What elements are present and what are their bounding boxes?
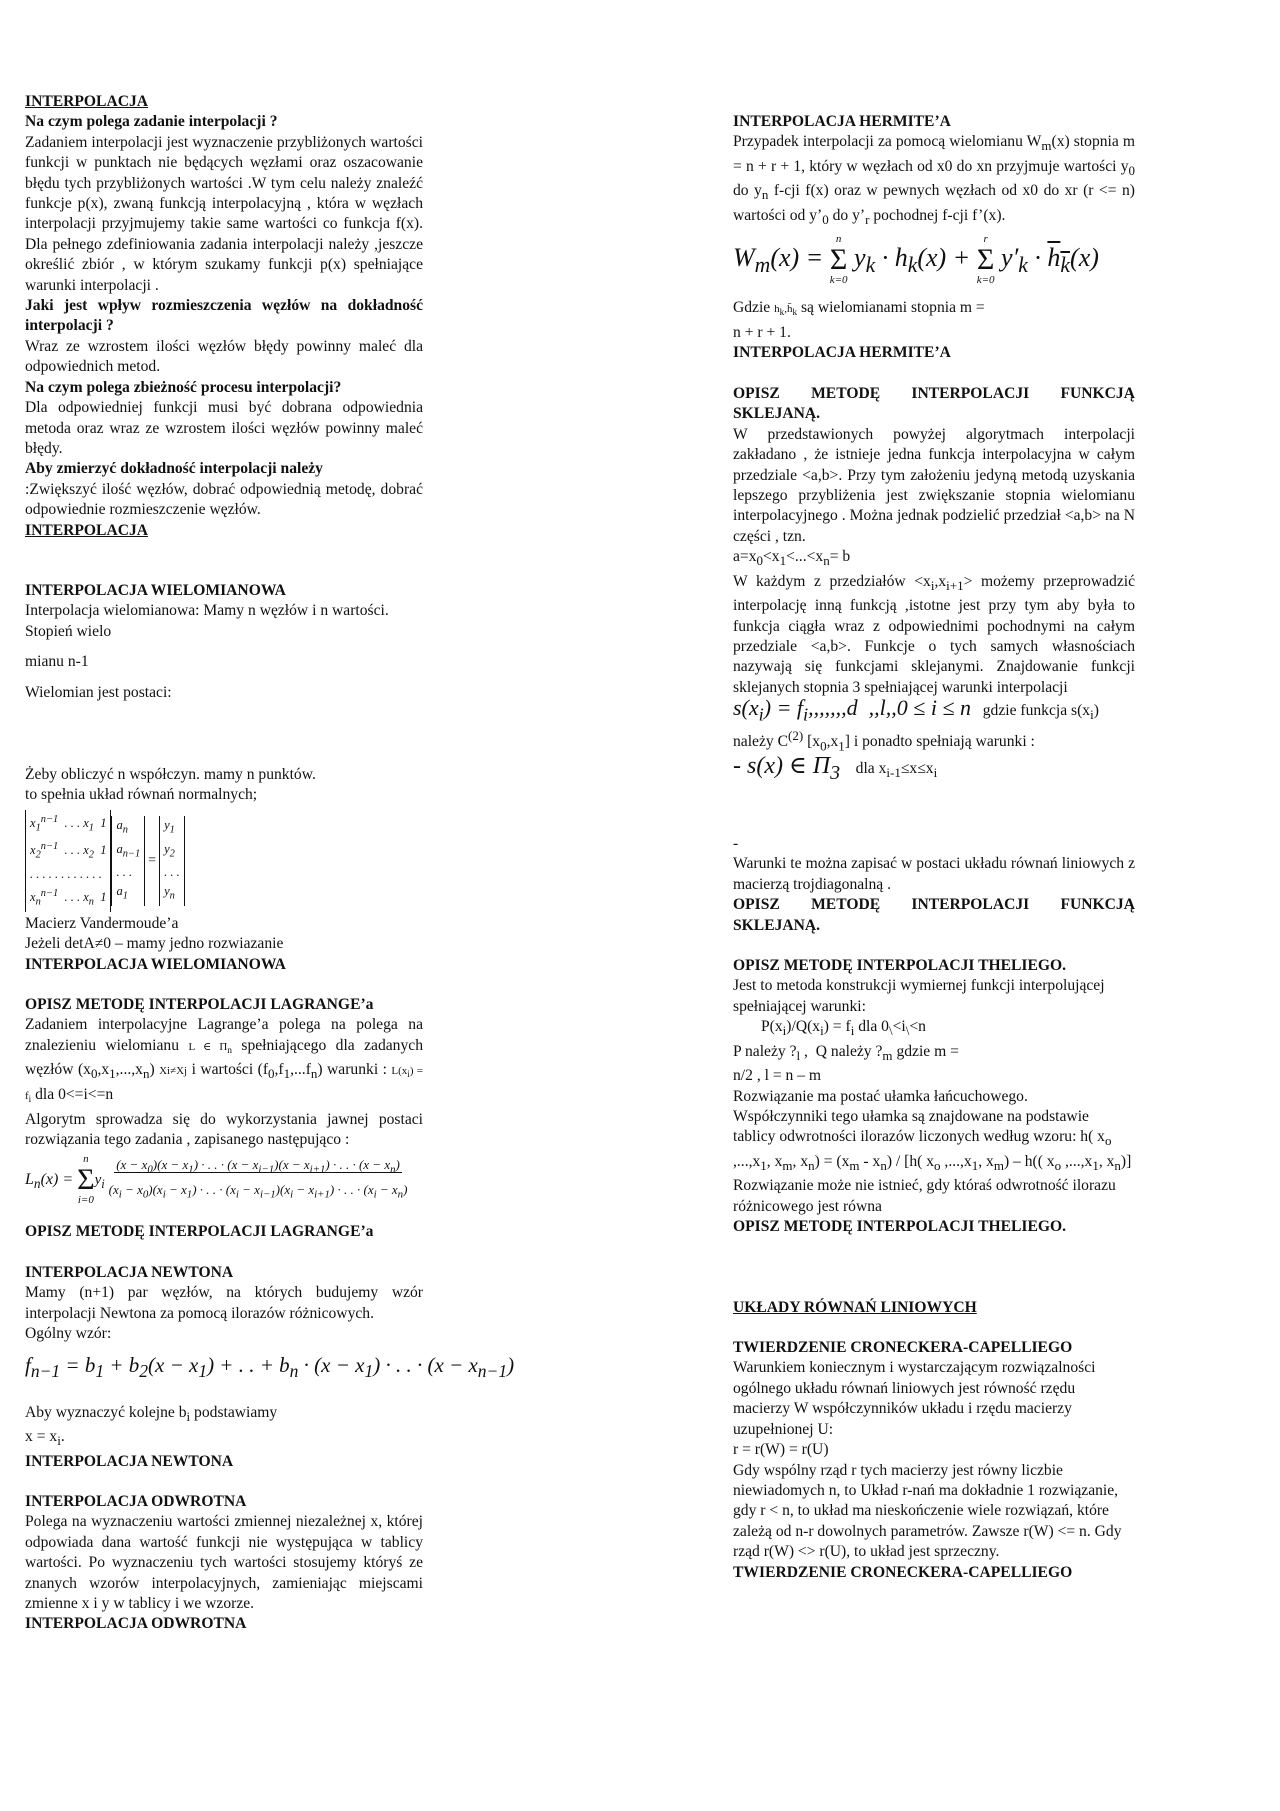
- section-title-lagrange: OPISZ METODĘ INTERPOLACJI LAGRANGE’a: [25, 995, 374, 1013]
- section-end: INTERPOLACJA WIELOMIANOWA: [25, 955, 286, 973]
- section-end: OPISZ METODĘ INTERPOLACJI FUNKCJĄ SKLEJANĄ.: [733, 896, 1135, 934]
- paragraph: P należy $?_l$ , Q należy $?_m$ gdzie m =: [733, 1042, 959, 1063]
- paragraph: to spełnia układ równań normalnych;: [25, 786, 258, 804]
- question-4: Aby zmierzyć dokładność interpolacji należy: [25, 460, 323, 478]
- section-title-uklady: UKŁADY RÓWNAŃ LINIOWYCH: [733, 1298, 977, 1316]
- paragraph: $x = x_i$.: [25, 1428, 65, 1449]
- paragraph: Gdzie $h_k,h̄_k$ są wielomianami stopnia m =: [733, 299, 985, 318]
- paragraph: Polega na wyznaczeniu wartości zmiennej niezależnej x, której odpowiada dana wartość funkcji nie występująca w tablicy wartości. Po wyznaczeniu tych wartości stosujemy któryś ze znanych wzorów interpolacyjnych, zamieniając miejscami zmienne x i y w tablicy i we wzorze.: [25, 1513, 423, 1613]
- paragraph: Rozwiązanie ma postać ułamka łańcuchowego.: [733, 1087, 1028, 1105]
- spline-condition: $s(x_i) = f_i,,,,,,,d$ ,,l,,0 ≤ i ≤ n gdzie funkcja $s(x_i)$: [733, 695, 1099, 725]
- question-1: Na czym polega zadanie interpolacji ?: [25, 113, 278, 131]
- paragraph: Wraz ze wzrostem ilości węzłów błędy powinny maleć dla odpowiednich metod.: [25, 337, 423, 376]
- paragraph: należy $C^{(2)}$ $[x_0,x_1]$ i ponadto spełniają warunki :: [733, 727, 1035, 753]
- paragraph: Rozwiązanie może nie istnieć, gdy któraś odwrotność ilorazu różnicowego jest równa: [733, 1177, 1116, 1215]
- paragraph: r = r(W) = r(U): [733, 1441, 829, 1459]
- lagrange-formula: $L_n(x) = n$ Σ $i=0y_i$ $(x - x_0)(x - x_1)$ · . . · $(x - x_{i-1})(x - x_{i+1})$ · . . · $(x - x_n)$ $(x_i - x_0)(x_i - x_1)$ · . . · $(x_i - x_{i-1})(x_i - x_{i+1})$ · . . · $(x_i - x_n)$: [25, 1153, 408, 1207]
- section-title-sklejana: OPISZ METODĘ INTERPOLACJI FUNKCJĄ SKLEJANĄ.: [733, 384, 1135, 423]
- paragraph: Interpolacja wielomianowa: Mamy n węzłów i n wartości. Stopień wielo: [25, 602, 389, 640]
- paragraph: n/2 , l = n – m: [733, 1067, 822, 1085]
- paragraph: Wielomian jest postaci:: [25, 683, 172, 701]
- paragraph: Współczynniki tego ułamka są znajdowane na podstawie tablicy odwrotności ilorazów liczonych według wzoru: h( $x_o$ $,...,x_1$, $x_m$, $x_n) = (x_m - x_n) / [h$( $x_o$ $,...,x_1$, $x_m) - h$(( $x_o$ $,...,x_1$, $x_n$)]: [733, 1108, 1132, 1174]
- section-title-odwrotna: INTERPOLACJA ODWROTNA: [25, 1493, 247, 1511]
- paragraph: Warunkiem koniecznym i wystarczającym rozwiązalności ogólnego układu równań liniowych jest równość rzędu macierzy W współczynników układu i rzędu macierzy uzupełnionej U:: [733, 1359, 1096, 1438]
- paragraph: Przypadek interpolacji za pomocą wielomianu $W_m(x)$ stopnia m = n + r + 1, który w węzłach od x0 do xn przyjmuje wartości $y_0$ do $y_n$ f-cji f(x) oraz w pewnych węzłach od x0 do xr (r <= n) wartości od $y’_0$ do $y’_r$ pochodnej f-cji f’(x).: [733, 133, 1135, 228]
- question-3: Na czym polega zbieżność procesu interpolacji?: [25, 378, 342, 396]
- section-end: INTERPOLACJA HERMITE’A: [733, 344, 951, 362]
- paragraph: Jeżeli detA≠0 – mamy jedno rozwiazanie: [25, 935, 284, 953]
- section-title-croneckera: TWIERDZENIE CRONECKERA-CAPELLIEGO: [733, 1339, 1073, 1357]
- section-end: TWIERDZENIE CRONECKERA-CAPELLIEGO: [733, 1563, 1073, 1581]
- paragraph: Warunki te można zapisać w postaci układu równań liniowych z macierzą trojdiagonalną .: [733, 855, 1135, 893]
- paragraph: Algorytm sprowadza się do wykorzystania jawnej postaci rozwiązania tego zadania , zapisanego następująco :: [25, 1110, 423, 1148]
- section-end: INTERPOLACJA NEWTONA: [25, 1452, 234, 1470]
- question-2: Jaki jest wpływ rozmieszczenia węzłów na dokładność interpolacji ?: [25, 297, 423, 335]
- section-end: OPISZ METODĘ INTERPOLACJI LAGRANGE’a: [25, 1223, 374, 1241]
- right-column: [733, 112, 1135, 1583]
- hermite-formula: $W_m(x) = n$ Σ k=0 $y_k \cdot h_k(x) + r$ Σ k=0 $y'_k \cdot h_k(x)$: [733, 233, 1099, 287]
- paragraph: Zadaniem interpolacyjne Lagrange’a polega na polega na znalezieniu wielomianu L ∈ $\Pi_n$ spełniającego dla zadanych węzłów $(x_0,x_1,...,x_n)$ Xi≠Xj i wartości $(f_0,f_1,...f_n)$ warunki : $L(x_i) = f_i$ dla 0<=i<=n: [25, 1016, 423, 1105]
- section-title-thiele: OPISZ METODĘ INTERPOLACJI THELIEGO.: [733, 956, 1067, 974]
- paragraph: Aby wyznaczyć kolejne $b_i$ podstawiamy: [25, 1403, 278, 1424]
- paragraph: :Zwiększyć ilość węzłów, dobrać odpowiednią metodę, dobrać odpowiednie rozmieszczenie węzłów.: [25, 480, 423, 519]
- section-end: OPISZ METODĘ INTERPOLACJI THELIEGO.: [733, 1218, 1067, 1236]
- section-title-wielomianowa: INTERPOLACJA WIELOMIANOWA: [25, 581, 286, 599]
- section-end: INTERPOLACJA: [25, 521, 149, 539]
- spline-condition-2: - s(x) ∈ $\Pi_3$ dla $x_{i-1}\le x\le x_i$: [733, 753, 938, 785]
- paragraph: Gdy wspólny rząd r tych macierzy jest równy liczbie niewiadomych n, to Układ r-nań ma dokładnie 1 rozwiązanie, gdy r < n, to układ ma nieskończenie wiele rozwiązań, które zależą od n-r dowolnych parametrów. Zawsze r(W) <= n. Gdy rząd r(W) <> r(U), to układ jest sprzeczny.: [733, 1461, 1122, 1561]
- paragraph: n + r + 1.: [733, 324, 791, 342]
- paragraph: W każdym z przedziałów $<x_i,x_{i+1}>$ możemy przeprowadzić interpolację inną funkcją ,istotne jest przy tym aby była to funkcja ciągła wraz z odpowiednimi pochodnymi na całym przedziale <a,b>. Funkcje o tych samych własnościach nazywają się funkcjami sklejanymi. Znajdowanie funkcji sklejanych stopnia 3 spełniającej warunki interpolacji: [733, 572, 1136, 696]
- paragraph: -: [733, 834, 739, 852]
- paragraph: $a=x_0<x_1<...<x_n= b$: [733, 548, 851, 569]
- paragraph: mianu n-1: [25, 653, 89, 671]
- section-title-interpolacja: INTERPOLACJA: [25, 93, 149, 110]
- paragraph: Dla odpowiedniej funkcji musi być dobrana odpowiednia metoda oraz wraz ze wzrostem ilości węzłów powinny maleć błędy.: [25, 399, 423, 457]
- paragraph: Macierz Vandermoude’a: [25, 914, 179, 932]
- paragraph: Ogólny wzór:: [25, 1325, 112, 1342]
- paragraph: Jest to metoda konstrukcji wymiernej funkcji interpolującej spełniającej warunki:: [733, 977, 1105, 1015]
- paragraph: W przedstawionych powyżej algorytmach interpolacji zakładano , że istnieje jedna funkcja interpolacyjna w całym przedziale <a,b>. Przy tym założeniu jedyną metodą uzyskania lepszego przybliżenia jest zwiększanie stopnia wielomianu interpolacyjnego . Można jednak podzielić przedział <a,b> na N części , tzn.: [733, 425, 1135, 545]
- paragraph: $P(x_i)/Q(x_i) = f_i$ dla $0_\backslash<i_\backslash<n$: [761, 1018, 926, 1039]
- section-title-hermite: INTERPOLACJA HERMITE’A: [733, 113, 951, 130]
- section-end: INTERPOLACJA ODWROTNA: [25, 1615, 247, 1633]
- left-column: [25, 92, 515, 1635]
- paragraph: Mamy (n+1) par węzłów, na których budujemy wzór interpolacji Newtona za pomocą ilorazów różnicowych.: [25, 1284, 423, 1322]
- newton-formula: $f_{n-1} = b_1 + b_2(x - x_1)$ + . . + $b_n \cdot (x - x_1)$ · . . · $(x - x_{n-1})$: [25, 1353, 515, 1382]
- vandermonde-matrix-formula: $x_1^{n-1}$ . . . $x_1$ 1 $x_2^{n-1}$ . . . $x_2$ 1 . . . . . . . . . . . . $x_n^{n-1}$ . . . $x_n$ $1a_n$ $a_{n-1}$ . . . $a_1=y_1$ $y_2$ . . . $y_n$: [25, 810, 423, 912]
- section-title-newtona: INTERPOLACJA NEWTONA: [25, 1263, 234, 1281]
- paragraph: Żeby obliczyć n współczyn. mamy n punktów.: [25, 765, 316, 783]
- paragraph: Zadaniem interpolacji jest wyznaczenie przybliżonych wartości funkcji w punktach nie będących węzłami oraz oszacowanie błędu tych przybliżonych wartości .W tym celu należy znaleźć funkcje p(x), zwaną funkcją interpolacyjną , która w węzłach interpolacji przyjmujemy takie same wartości co funkcja f(x). Dla pełnego zdefiniowania zadania interpolacji należy ,jeszcze określić zbiór , w którym szukamy funkcji p(x) spełniające warunki interpolacji .: [25, 133, 423, 294]
